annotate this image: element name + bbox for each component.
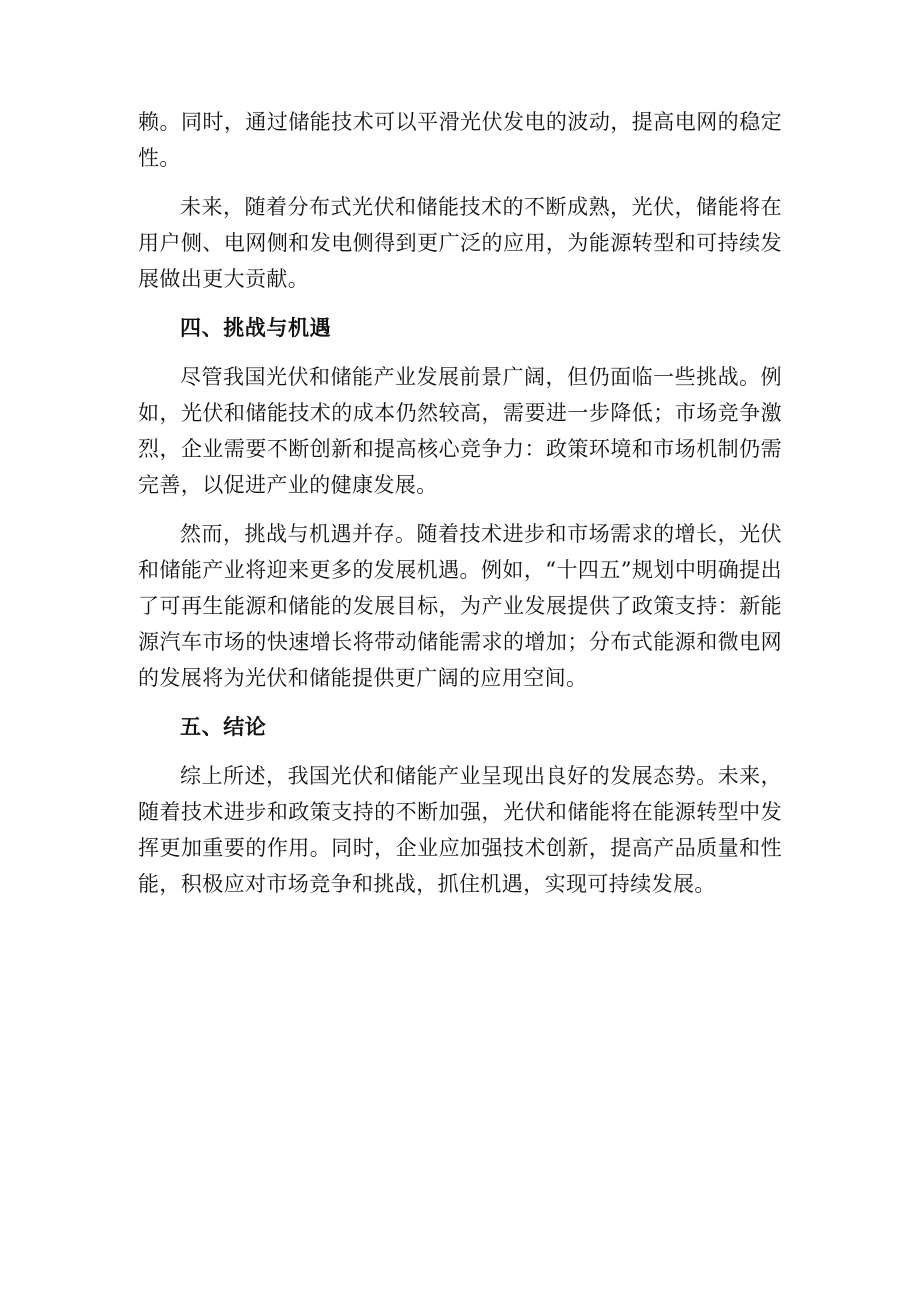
paragraph-continued: 赖。同时，通过储能技术可以平滑光伏发电的波动，提高电网的稳定性。 xyxy=(138,110,782,170)
paragraph-conclusion: 综上所述，我国光伏和储能产业呈现出良好的发展态势。未来，随着技术进步和政策支持的不断加强，光伏和储能将在能源转型中发挥更加重要的作用。同时，企业应加强技术创新，提高产品质量和性能，积极应对市场竞争和挑战，抓住机遇，实现可持续发展。 xyxy=(138,764,782,896)
paragraph-challenges: 尽管我国光伏和储能产业发展前景广阔，但仍面临一些挑战。例如，光伏和储能技术的成本仍然较高，需要进一步降低；市场竞争激烈，企业需要不断创新和提高核心竞争力：政策环境和市场机制仍需完善，以促进产业的健康发展。 xyxy=(138,365,782,497)
section-heading-conclusion: 五、结论 xyxy=(180,715,267,739)
document-page xyxy=(138,104,782,915)
section-heading-challenges-opportunities: 四、挑战与机遇 xyxy=(180,316,332,340)
paragraph-opportunities: 然而，挑战与机遇并存。随着技术进步和市场需求的增长，光伏和储能产业将迎来更多的发展机遇。例如，“十四五”规划中明确提出了可再生能源和储能的发展目标，为产业发展提供了政策支持：新能源汽车市场的快速增长将带动储能需求的增加；分布式能源和微电网的发展将为光伏和储能提供更广阔的应用空间。 xyxy=(138,522,782,690)
paragraph-future-outlook: 未来，随着分布式光伏和储能技术的不断成熟，光伏，储能将在用户侧、电网侧和发电侧得到更广泛的应用，为能源转型和可持续发展做出更大贡献。 xyxy=(138,195,782,291)
